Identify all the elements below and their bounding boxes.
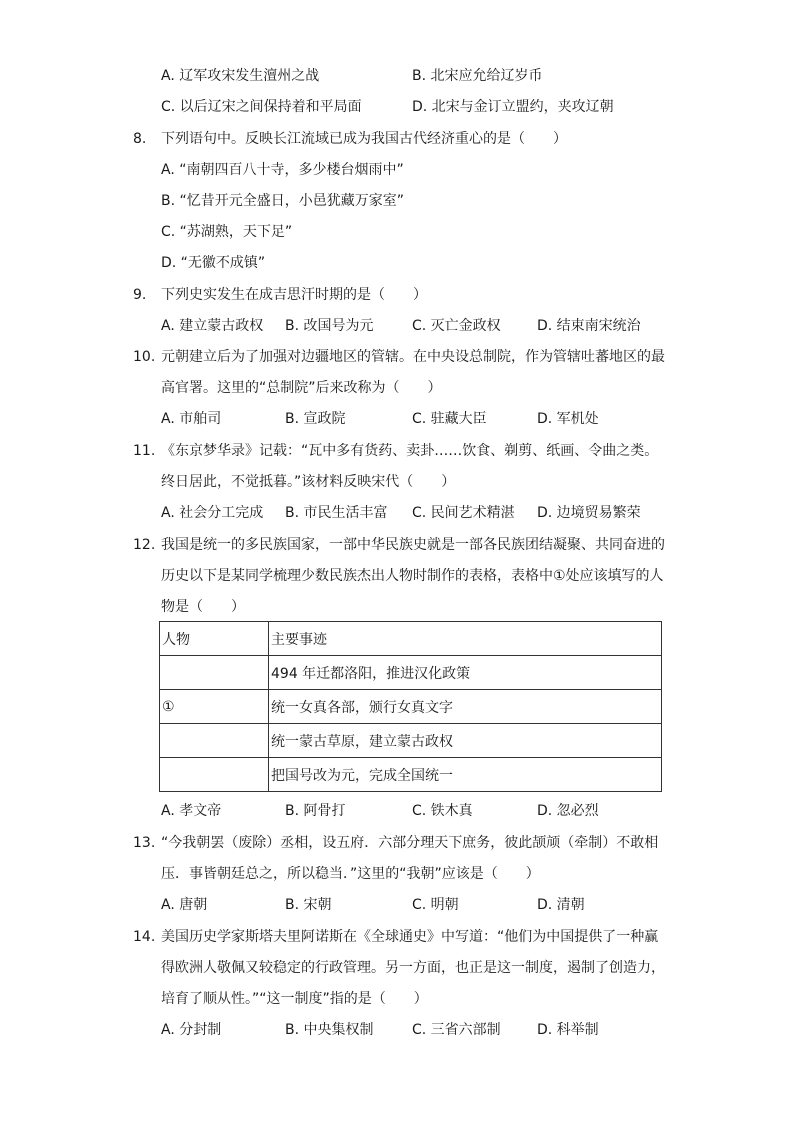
q14-option-c: C. 三省六部制 [412, 1022, 501, 1038]
table-row [160, 690, 662, 724]
q11-stem-line-1: 《东京梦华录》记载：“瓦中多有货药、卖卦……饮食、剃剪、纸画、令曲之类。 [161, 443, 659, 459]
q9-option-b: B. 改国号为元 [285, 318, 374, 334]
q12-number: 12. [133, 537, 156, 553]
q9-option-d: D. 结束南宋统治 [537, 318, 641, 334]
q7-option-b: B. 北宋应允给辽岁币 [412, 68, 543, 84]
q11-option-b: B. 市民生活丰富 [285, 505, 388, 521]
q13-stem-line-1: “今我朝罢（废除）丞相，设五府．六部分理天下庶务，彼此颉颃（牵制）不敢相 [161, 835, 659, 851]
table-cell-figure [160, 656, 269, 690]
table-cell-deeds: 把国号改为元，完成全国统一 [269, 758, 662, 792]
table-row [160, 758, 662, 792]
q8-stem: 下列语句中。反映长江流域已成为我国古代经济重心的是（ ） [161, 131, 567, 147]
q12-option-d: D. 忽必烈 [537, 803, 599, 819]
q14-number: 14. [133, 929, 156, 945]
q10-stem-line-1: 元朝建立后为了加强对边疆地区的管辖。在中央设总制院，作为管辖吐蕃地区的最 [161, 349, 665, 365]
q8-option-d: D. “无徽不成镇” [161, 255, 266, 271]
table-cell-deeds: 494 年迁都洛阳，推进汉化政策 [269, 656, 662, 690]
q13-number: 13. [133, 835, 156, 851]
q8-option-b: B. “忆昔开元全盛日，小邑犹藏万家室” [161, 193, 405, 209]
q12-stem-line-3: 物是（ ） [161, 599, 245, 615]
q12-option-b: B. 阿骨打 [285, 803, 346, 819]
q13-option-a: A. 唐朝 [161, 897, 208, 913]
table-cell-deeds: 统一女真各部，颁行女真文字 [269, 690, 662, 724]
q11-option-a: A. 社会分工完成 [161, 505, 264, 521]
q12-table [159, 621, 662, 792]
q10-option-a: A. 市舶司 [161, 411, 222, 427]
q11-option-c: C. 民间艺术精湛 [412, 505, 515, 521]
table-cell-deeds: 统一蒙古草原，建立蒙古政权 [269, 724, 662, 758]
q10-option-b: B. 宣政院 [285, 411, 346, 427]
q13-option-c: C. 明朝 [412, 897, 459, 913]
q9-option-c: C. 灭亡金政权 [412, 318, 501, 334]
q9-option-a: A. 建立蒙古政权 [161, 318, 264, 334]
q11-stem-line-2: 终日居此，不觉抵暮。”该材料反映宋代（ ） [161, 474, 456, 490]
q14-stem-line-3: 培育了顺从性。”“这一制度”指的是（ ） [161, 991, 428, 1007]
table-cell-figure [160, 758, 269, 792]
q9-number: 9. [133, 287, 147, 303]
q12-option-c: C. 铁木真 [412, 803, 473, 819]
table-cell-figure: ① [160, 690, 269, 724]
q13-option-d: D. 清朝 [537, 897, 585, 913]
table-header-deeds: 主要事迹 [269, 622, 662, 656]
q10-option-c: C. 驻藏大臣 [412, 411, 487, 427]
table-header-figure: 人物 [160, 622, 269, 656]
q14-option-b: B. 中央集权制 [285, 1022, 374, 1038]
q12-stem-line-2: 历史以下是某同学梳理少数民族杰出人物时制作的表格，表格中①处应该填写的人 [161, 568, 664, 584]
q7-option-a: A. 辽军攻宋发生澶州之战 [161, 68, 320, 84]
q10-option-d: D. 军机处 [537, 411, 599, 427]
q8-option-a: A. “南朝四百八十寺，多少楼台烟雨中” [161, 162, 404, 178]
table-cell-figure [160, 724, 269, 758]
q13-stem-line-2: 压．事皆朝廷总之，所以稳当．”这里的“我朝”应该是（ ） [161, 866, 540, 882]
q14-option-d: D. 科举制 [537, 1022, 599, 1038]
q11-option-d: D. 边境贸易繁荣 [537, 505, 641, 521]
q13-option-b: B. 宋朝 [285, 897, 332, 913]
q7-option-c: C. 以后辽宋之间保持着和平局面 [161, 99, 362, 115]
q12-option-a: A. 孝文帝 [161, 803, 222, 819]
q14-stem-line-1: 美国历史学家斯塔夫里阿诺斯在《全球通史》中写道：“他们为中国提供了一种赢 [161, 929, 659, 945]
table-row [160, 724, 662, 758]
q8-option-c: C. “苏湖熟，天下足” [161, 224, 293, 240]
q10-number: 10. [133, 349, 156, 365]
q10-stem-line-2: 高官署。这里的“总制院”后来改称为（ ） [161, 380, 442, 396]
q8-number: 8. [133, 131, 147, 147]
table-header-row [160, 622, 662, 656]
q11-number: 11. [133, 443, 156, 459]
q12-stem-line-1: 我国是统一的多民族国家，一部中华民族史就是一部各民族团结凝聚、共同奋进的 [161, 537, 665, 553]
q7-option-d: D. 北宋与金订立盟约，夹攻辽朝 [412, 99, 614, 115]
q14-option-a: A. 分封制 [161, 1022, 222, 1038]
q9-stem: 下列史实发生在成吉思汗时期的是（ ） [161, 287, 427, 303]
table-row [160, 656, 662, 690]
q14-stem-line-2: 得欧洲人敬佩又较稳定的行政管理。另一方面，也正是这一制度，遏制了创造力， [161, 960, 665, 976]
